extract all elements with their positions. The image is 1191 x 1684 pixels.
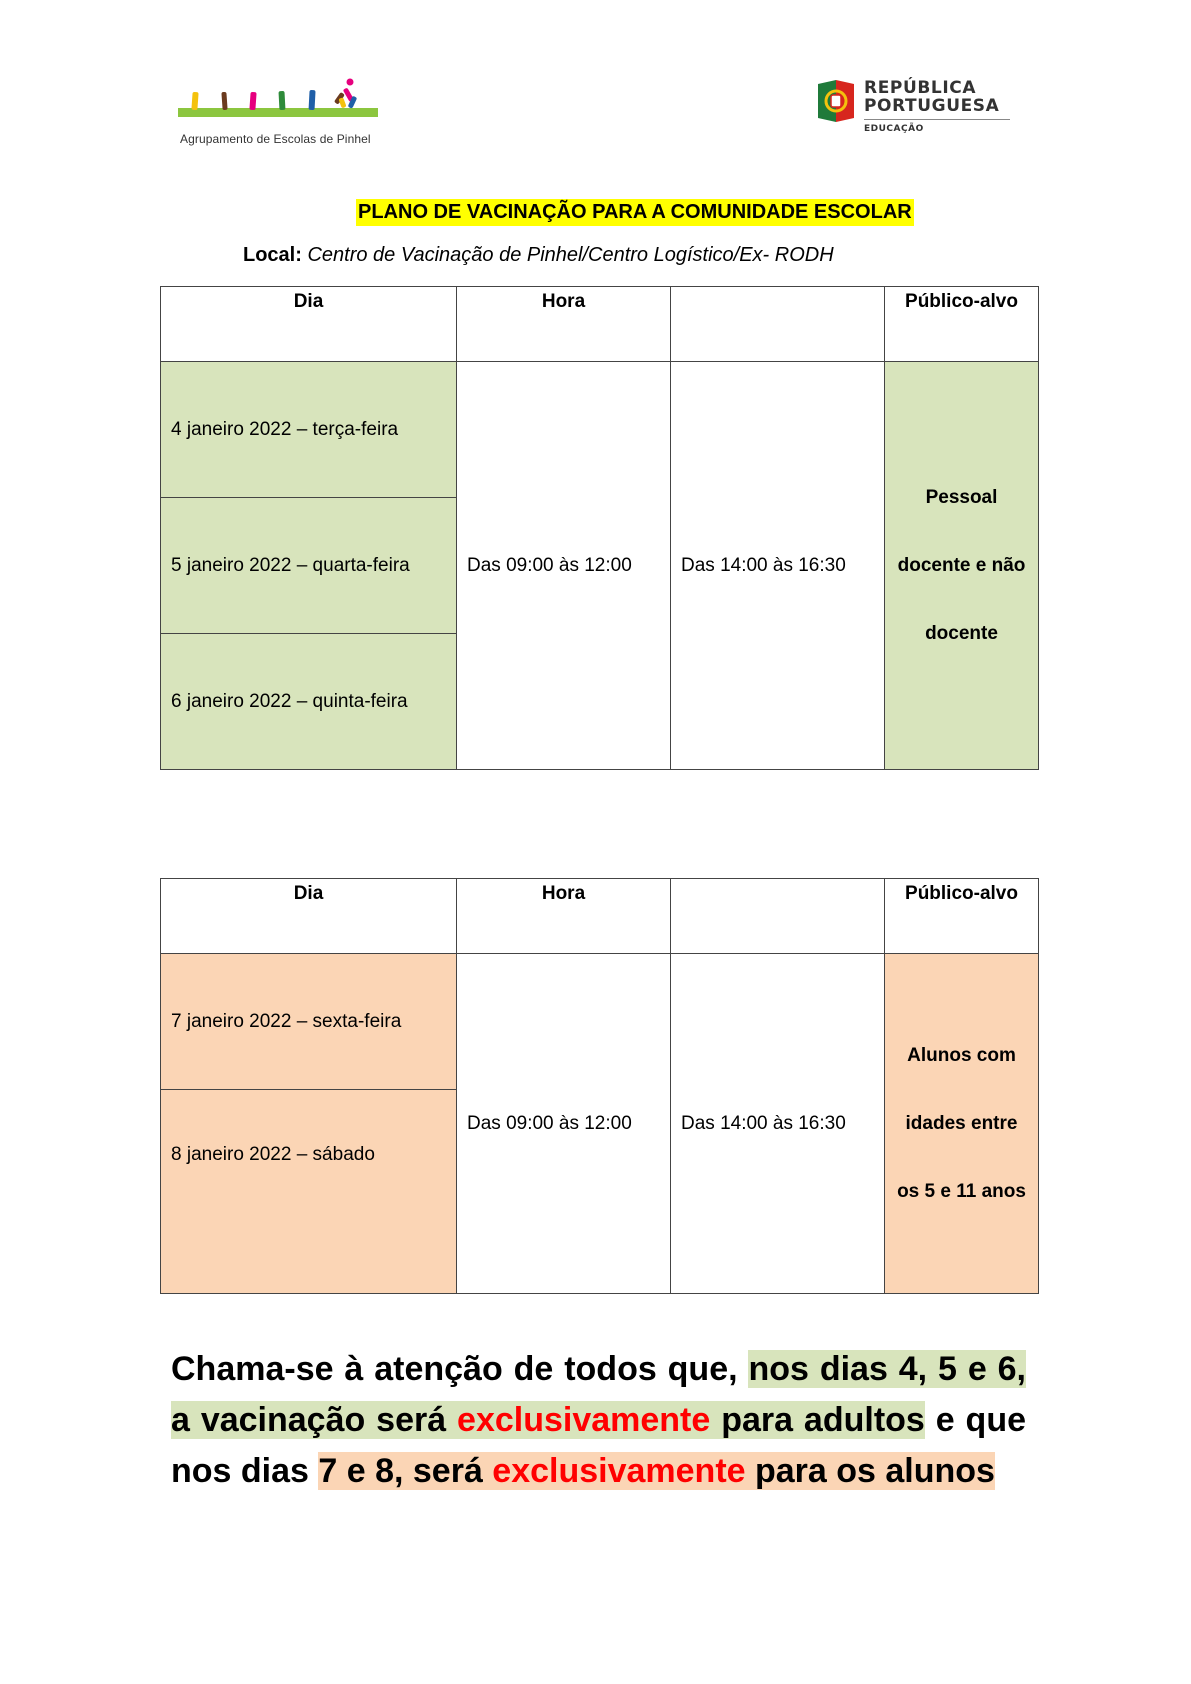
header-dia: Dia (161, 287, 457, 362)
note-highlight-students (318, 1452, 995, 1490)
header-empty (671, 879, 885, 954)
gov-logo-line2: PORTUGUESA (864, 96, 1000, 116)
schedule-table-staff (160, 286, 1039, 770)
note-text: Chama-se à atenção de todos que, (171, 1350, 749, 1388)
location-value: Centro de Vacinação de Pinhel/Centro Logístico/Ex- RODH (301, 244, 834, 266)
audience-line: Pessoal (925, 486, 998, 508)
header-dia: Dia (161, 879, 457, 954)
gov-logo-line1: REPÚBLICA (864, 78, 977, 98)
location-label: Local: (243, 244, 302, 266)
afternoon-cell: Das 14:00 às 16:30 (671, 362, 885, 770)
morning-cell: Das 09:00 às 12:00 (457, 954, 671, 1294)
school-logo (178, 76, 383, 150)
table-row (161, 362, 1039, 498)
note-text: para os alunos (745, 1452, 995, 1490)
day-cell: 6 janeiro 2022 – quinta-feira (161, 634, 457, 770)
audience-cell (885, 362, 1039, 770)
note-text: e que nos dias (171, 1401, 1026, 1490)
audience-line: Alunos com (907, 1044, 1016, 1066)
day-cell: 5 janeiro 2022 – quarta-feira (161, 498, 457, 634)
schedule-table-students (160, 878, 1039, 1294)
table-row (161, 954, 1039, 1090)
note-emphasis: exclusivamente (457, 1401, 711, 1439)
table-header-row (161, 879, 1039, 954)
day-cell: 7 janeiro 2022 – sexta-feira (161, 954, 457, 1090)
header-hora: Hora (457, 287, 671, 362)
school-logo-text: Agrupamento de Escolas de Pinhel (180, 132, 371, 146)
day-cell: 4 janeiro 2022 – terça-feira (161, 362, 457, 498)
portugal-flag-icon (814, 78, 858, 126)
location-line (243, 244, 834, 267)
note-emphasis: exclusivamente (492, 1452, 746, 1490)
audience-cell (885, 954, 1039, 1294)
audience-line: os 5 e 11 anos (897, 1180, 1026, 1202)
note-text: para adultos (710, 1401, 925, 1439)
afternoon-cell: Das 14:00 às 16:30 (671, 954, 885, 1294)
note-text: nos dias 4, 5 e 6, a vacinação será (171, 1350, 1027, 1439)
gov-logo-sub: EDUCAÇÃO (864, 124, 924, 134)
table-header-row (161, 287, 1039, 362)
audience-line: docente e não (897, 554, 1026, 576)
header-publico-alvo: Público-alvo (885, 287, 1039, 362)
note-text: 7 e 8, será (318, 1452, 493, 1490)
audience-line: idades entre (905, 1112, 1018, 1134)
audience-line: docente (925, 622, 998, 644)
school-logo-icon (178, 76, 383, 132)
government-logo (814, 78, 1014, 138)
morning-cell: Das 09:00 às 12:00 (457, 362, 671, 770)
page-title: PLANO DE VACINAÇÃO PARA A COMUNIDADE ESCOLAR (356, 199, 914, 226)
header-empty (671, 287, 885, 362)
day-cell: 8 janeiro 2022 – sábado (161, 1090, 457, 1294)
header-hora: Hora (457, 879, 671, 954)
attention-note (171, 1344, 1026, 1497)
gov-logo-divider (864, 119, 1010, 120)
header-publico-alvo: Público-alvo (885, 879, 1039, 954)
